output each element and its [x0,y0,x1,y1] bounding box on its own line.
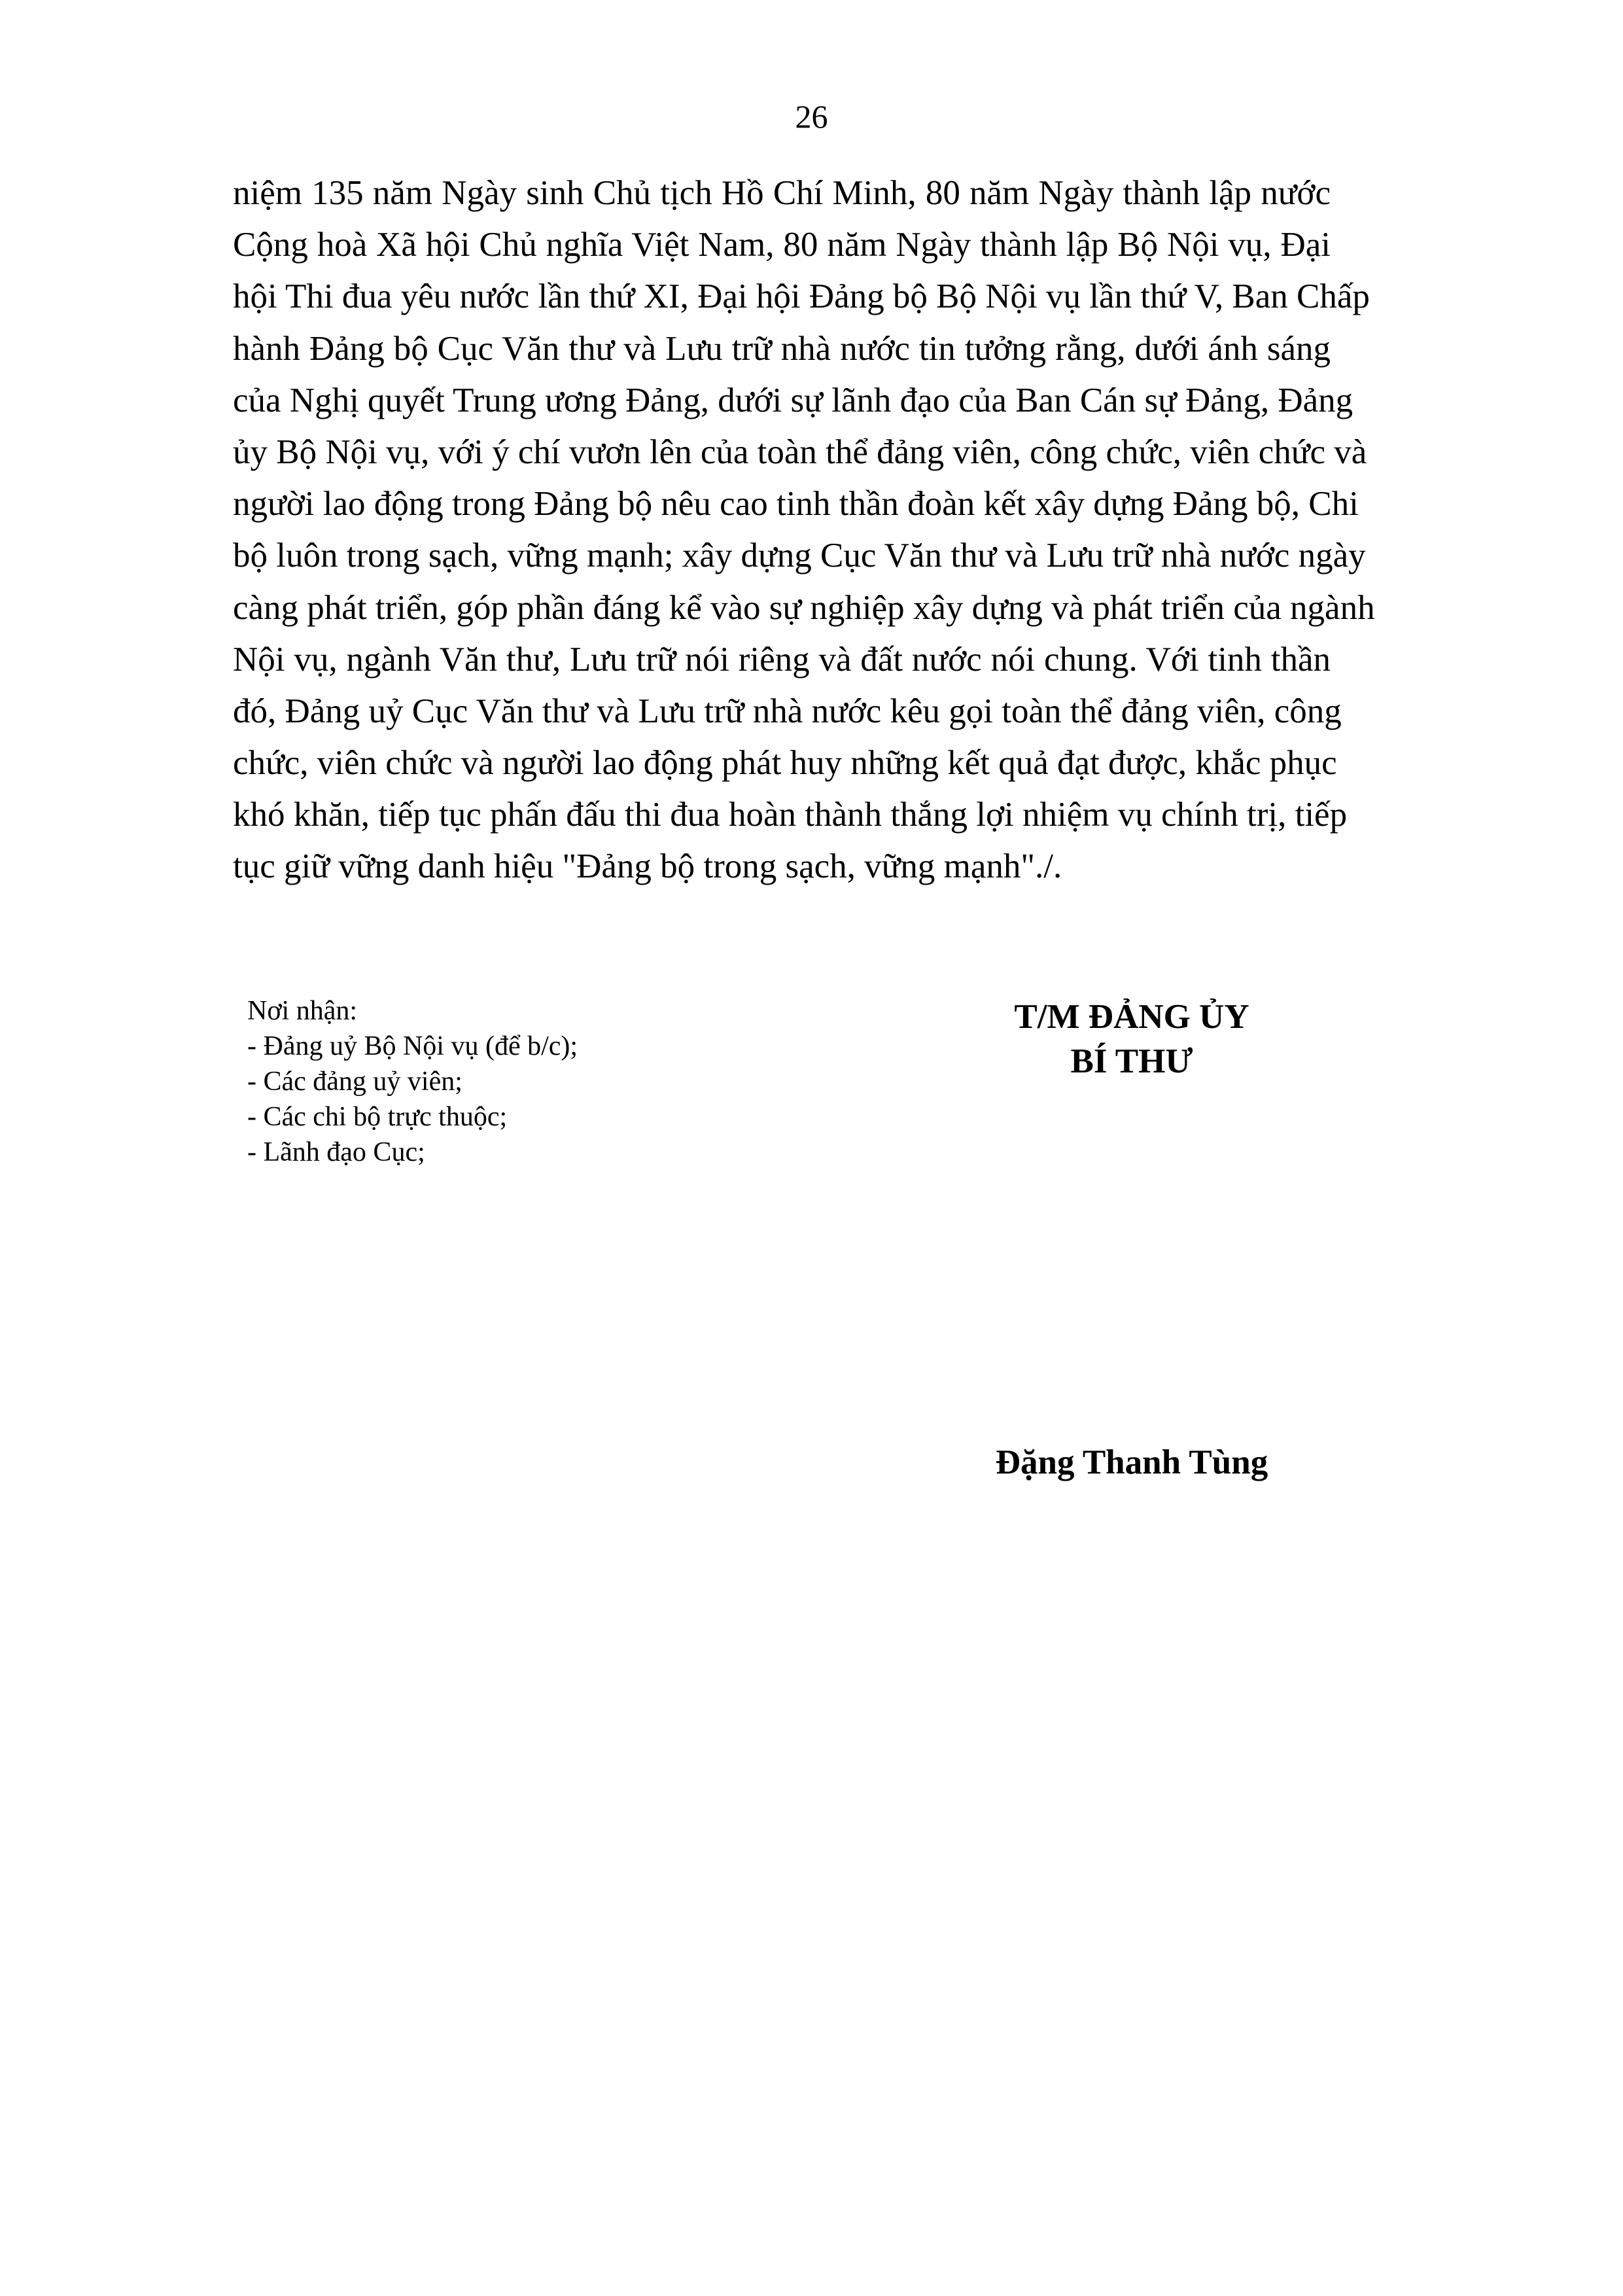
recipients-title: Nơi nhận: [247,996,358,1026]
recipient-item: - Lãnh đạo Cục; [247,1137,425,1167]
signer-name: Đặng Thanh Tùng [995,1443,1268,1481]
body-line: người lao động trong Đảng bộ nêu cao tinh thần đoàn kết xây dựng Đảng bộ, Chi [233,485,1359,523]
body-line: niệm 135 năm Ngày sinh Chủ tịch Hồ Chí Minh, 80 năm Ngày thành lập nước [233,174,1331,212]
body-line: hành Đảng bộ Cục Văn thư và Lưu trữ nhà nước tin tưởng rằng, dưới ánh sáng [233,329,1331,368]
signature-title: BÍ THƯ [1070,1042,1193,1080]
body-line: hội Thi đua yêu nước lần thứ XI, Đại hội Đảng bộ Bộ Nội vụ lần thứ V, Ban Chấp [233,277,1370,316]
page-number: 26 [795,98,828,135]
signature-authority: T/M ĐẢNG ỦY [1014,998,1249,1036]
body-line: chức, viên chức và người lao động phát huy những kết quả đạt được, khắc phục [233,744,1337,783]
signature-block [903,995,1361,1084]
body-line: đó, Đảng uỷ Cục Văn thư và Lưu trữ nhà nước kêu gọi toàn thể đảng viên, công [233,692,1342,730]
body-line: khó khăn, tiếp tục phấn đấu thi đua hoàn thành thắng lợi nhiệm vụ chính trị, tiếp [233,796,1348,834]
body-paragraph [233,168,1375,893]
body-line: ủy Bộ Nội vụ, với ý chí vươn lên của toàn thể đảng viên, công chức, viên chức và [233,433,1367,471]
body-line: bộ luôn trong sạch, vững mạnh; xây dựng Cục Văn thư và Lưu trữ nhà nước ngày [233,537,1366,575]
body-line: Cộng hoà Xã hội Chủ nghĩa Việt Nam, 80 năm Ngày thành lập Bộ Nội vụ, Đại [233,226,1331,264]
body-line-last: tục giữ vững danh hiệu "Đảng bộ trong sạch, vững mạnh"./. [233,847,1062,886]
body-line: càng phát triển, góp phần đáng kể vào sự nghiệp xây dựng và phát triển của ngành [233,588,1375,627]
body-line: Nội vụ, ngành Văn thư, Lưu trữ nói riêng và đất nước nói chung. Với tinh thần [233,640,1331,679]
recipient-item: - Đảng uỷ Bộ Nội vụ (để b/c); [247,1031,578,1061]
recipient-item: - Các chi bộ trực thuộc; [247,1102,508,1132]
body-line: của Nghị quyết Trung ương Đảng, dưới sự lãnh đạo của Ban Cán sự Đảng, Đảng [233,381,1353,419]
recipients-list [247,993,771,1170]
recipient-item: - Các đảng uỷ viên; [247,1067,462,1097]
